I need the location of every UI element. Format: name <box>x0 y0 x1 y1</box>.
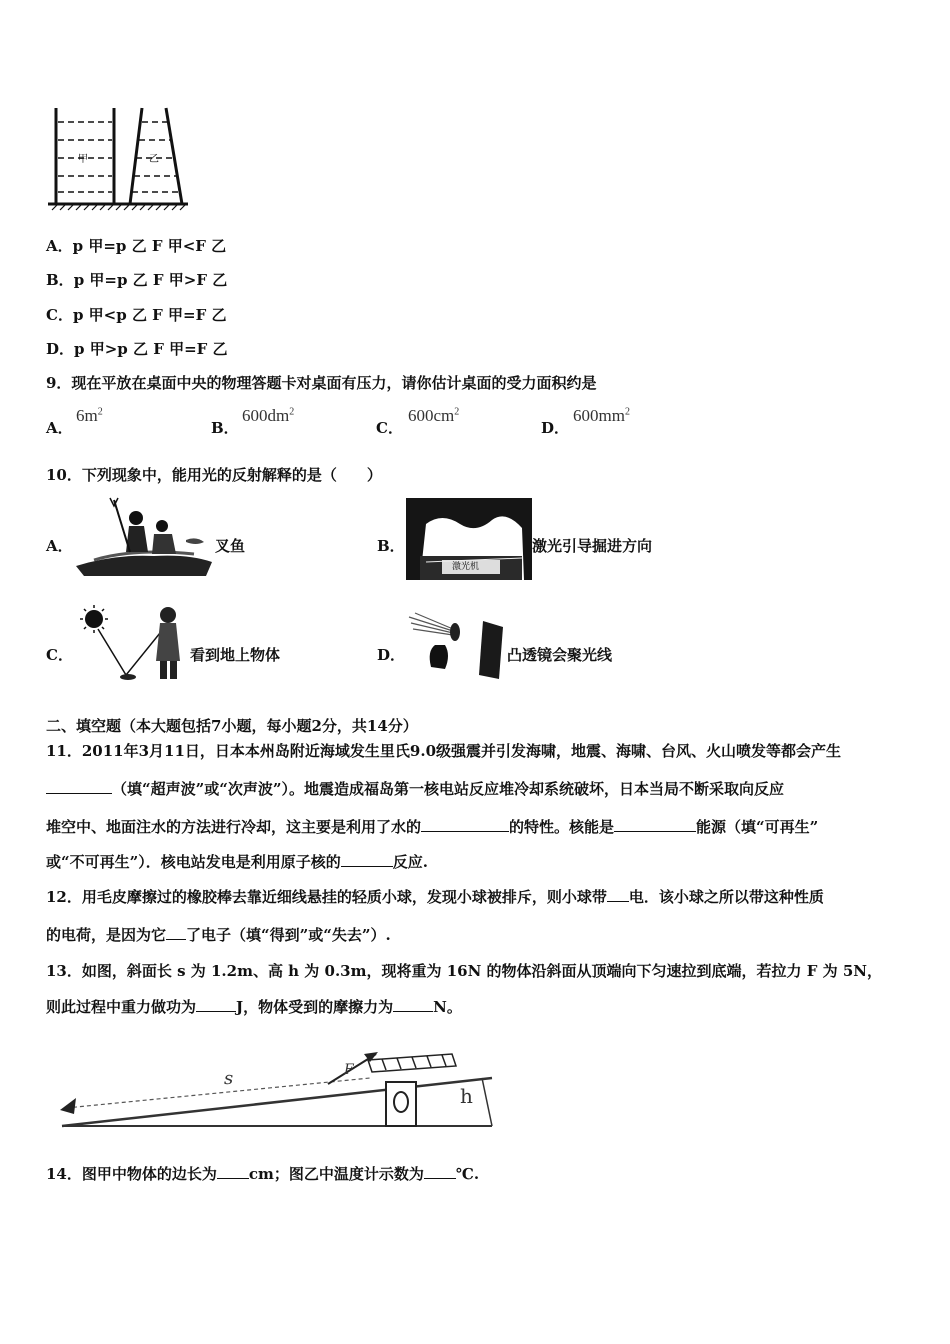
q11-line4 <box>46 852 428 872</box>
q8-option-a-letter: A． <box>46 237 73 255</box>
q9-option-a[interactable] <box>46 404 206 438</box>
q8-label-yi: 乙 <box>149 154 159 165</box>
q8-option-a[interactable] <box>46 236 226 256</box>
section2-heading: 二、填空题（本大题包括7小题，每小题2分，共14分） <box>46 717 418 735</box>
q14-blank-1[interactable] <box>217 1164 249 1179</box>
q9-option-d-value: $600mm^2$ <box>573 406 630 425</box>
q9-stem: 9．现在平放在桌面中央的物理答题卡对桌面有压力，请你估计桌面的受力面积约是 <box>46 374 597 392</box>
q13-line2-b: J，物体受到的摩擦力为 <box>236 998 394 1016</box>
q11-line3-b: 的特性。核能是 <box>509 818 615 836</box>
q11-line3-c: 能源（填“可再生” <box>696 818 819 836</box>
q11-line4-a: 或“不可再生”）．核电站发电是利用原子核的 <box>46 853 341 871</box>
q10-option-b-image <box>406 498 532 580</box>
q10-option-b-caption: 激光引导掘进方向 <box>532 537 653 555</box>
q9-option-b-value: $600dm^2$ <box>242 406 295 425</box>
q13-label-s: s <box>224 1068 234 1089</box>
q11-line4-b: 反应. <box>392 853 428 871</box>
q8-option-c-letter: C． <box>46 306 73 324</box>
q12-blank-1[interactable] <box>607 887 629 902</box>
q10-option-d-letter[interactable]: D． <box>377 646 406 664</box>
q9-option-b-letter: B． <box>211 419 239 437</box>
q11-blank-1[interactable] <box>46 779 112 794</box>
q14-text-b: cm；图乙中温度计示数为 <box>248 1165 424 1183</box>
q12-line2-b: 了电子（填“得到”或“失去”）. <box>186 926 391 944</box>
q9-option-a-letter: A． <box>46 419 73 437</box>
q8-option-b-text: p 甲=p 乙 F 甲>F 乙 <box>73 271 228 289</box>
q10-option-a-caption: 叉鱼 <box>215 537 246 555</box>
q10-option-b-photo-text: 激光机 <box>452 562 480 572</box>
q10-option-d-image <box>405 605 505 681</box>
q13-label-F: F <box>344 1062 354 1078</box>
q8-option-b-letter: B． <box>46 271 74 289</box>
q12-line1-b: 电．该小球之所以带这种性质 <box>628 888 824 906</box>
q8-figure <box>48 100 193 212</box>
q8-option-d-letter: D． <box>46 340 75 358</box>
q10-option-a-image <box>74 496 214 580</box>
q13-blank-1[interactable] <box>196 997 236 1012</box>
q13-line2-c: N。 <box>433 998 462 1016</box>
q10-option-c-caption: 看到地上物体 <box>190 646 281 664</box>
q12-line2-a: 的电荷，是因为它 <box>46 926 167 944</box>
q9-option-c[interactable] <box>376 404 536 438</box>
q14-line <box>46 1164 479 1184</box>
q10-option-a-letter[interactable]: A． <box>46 537 73 555</box>
q9-option-a-value: $6m^2$ <box>76 406 103 425</box>
q11-blank-3[interactable] <box>614 817 696 832</box>
q11-line2-text: （填“超声波”或“次声波”）。地震造成福岛第一核电站反应堆冷却系统破坏，日本当局不断采取向反应 <box>112 780 785 798</box>
q9-option-c-letter: C． <box>376 419 403 437</box>
q11-line3 <box>46 817 818 837</box>
q8-option-c-text: p 甲<p 乙 F 甲=F 乙 <box>72 306 227 324</box>
q12-line1 <box>46 887 824 907</box>
q10-option-d-caption: 凸透镜会聚光线 <box>507 646 613 664</box>
q13-line1: 13．如图，斜面长 s 为 1.2m、高 h 为 0.3m，现将重为 16N 的物体沿斜面从顶端向下匀速拉到底端，若拉力 F 为 5N， <box>46 962 882 980</box>
q10-option-c-image <box>74 603 194 683</box>
q10-stem: 10．下列现象中，能用光的反射解释的是（ ） <box>46 466 382 484</box>
q13-label-h: h <box>460 1084 473 1108</box>
q11-line2 <box>46 779 784 799</box>
q10-option-c-letter[interactable]: C． <box>46 646 73 664</box>
q12-blank-2[interactable] <box>166 925 186 940</box>
q8-option-b[interactable] <box>46 270 227 290</box>
q8-option-c[interactable] <box>46 305 226 325</box>
q13-figure <box>52 1040 494 1136</box>
q9-option-d-letter: D． <box>541 419 570 437</box>
q14-text-c: ℃. <box>455 1165 480 1183</box>
q11-blank-4[interactable] <box>341 852 393 867</box>
q13-line2-a: 则此过程中重力做功为 <box>46 998 197 1016</box>
q11-blank-2[interactable] <box>421 817 509 832</box>
q8-label-jia: 甲 <box>78 154 88 165</box>
q10-option-b-letter[interactable]: B． <box>377 537 405 555</box>
q8-option-d-text: p 甲>p 乙 F 甲=F 乙 <box>74 340 228 358</box>
q8-option-a-text: p 甲=p 乙 F 甲<F 乙 <box>72 237 227 255</box>
q11-line3-a: 堆空中、地面注水的方法进行冷却，这主要是利用了水的 <box>46 818 422 836</box>
q8-option-d[interactable] <box>46 339 228 359</box>
q9-option-b[interactable] <box>211 404 371 438</box>
q13-blank-2[interactable] <box>393 997 433 1012</box>
q11-line1: 11．2011年3月11日，日本本州岛附近海域发生里氏9.0级强震并引发海啸，地震、海啸、台风、火山喷发等都会产生 <box>46 742 842 760</box>
q9-option-c-value: $600cm^2$ <box>408 406 460 425</box>
q13-line2 <box>46 997 462 1017</box>
q12-line1-a: 12．用毛皮摩擦过的橡胶棒去靠近细线悬挂的轻质小球，发现小球被排斥，则小球带 <box>46 888 607 906</box>
q14-text-a: 14．图甲中物体的边长为 <box>46 1165 217 1183</box>
q9-option-d[interactable] <box>541 404 711 438</box>
q14-blank-2[interactable] <box>424 1164 456 1179</box>
q12-line2 <box>46 925 391 945</box>
